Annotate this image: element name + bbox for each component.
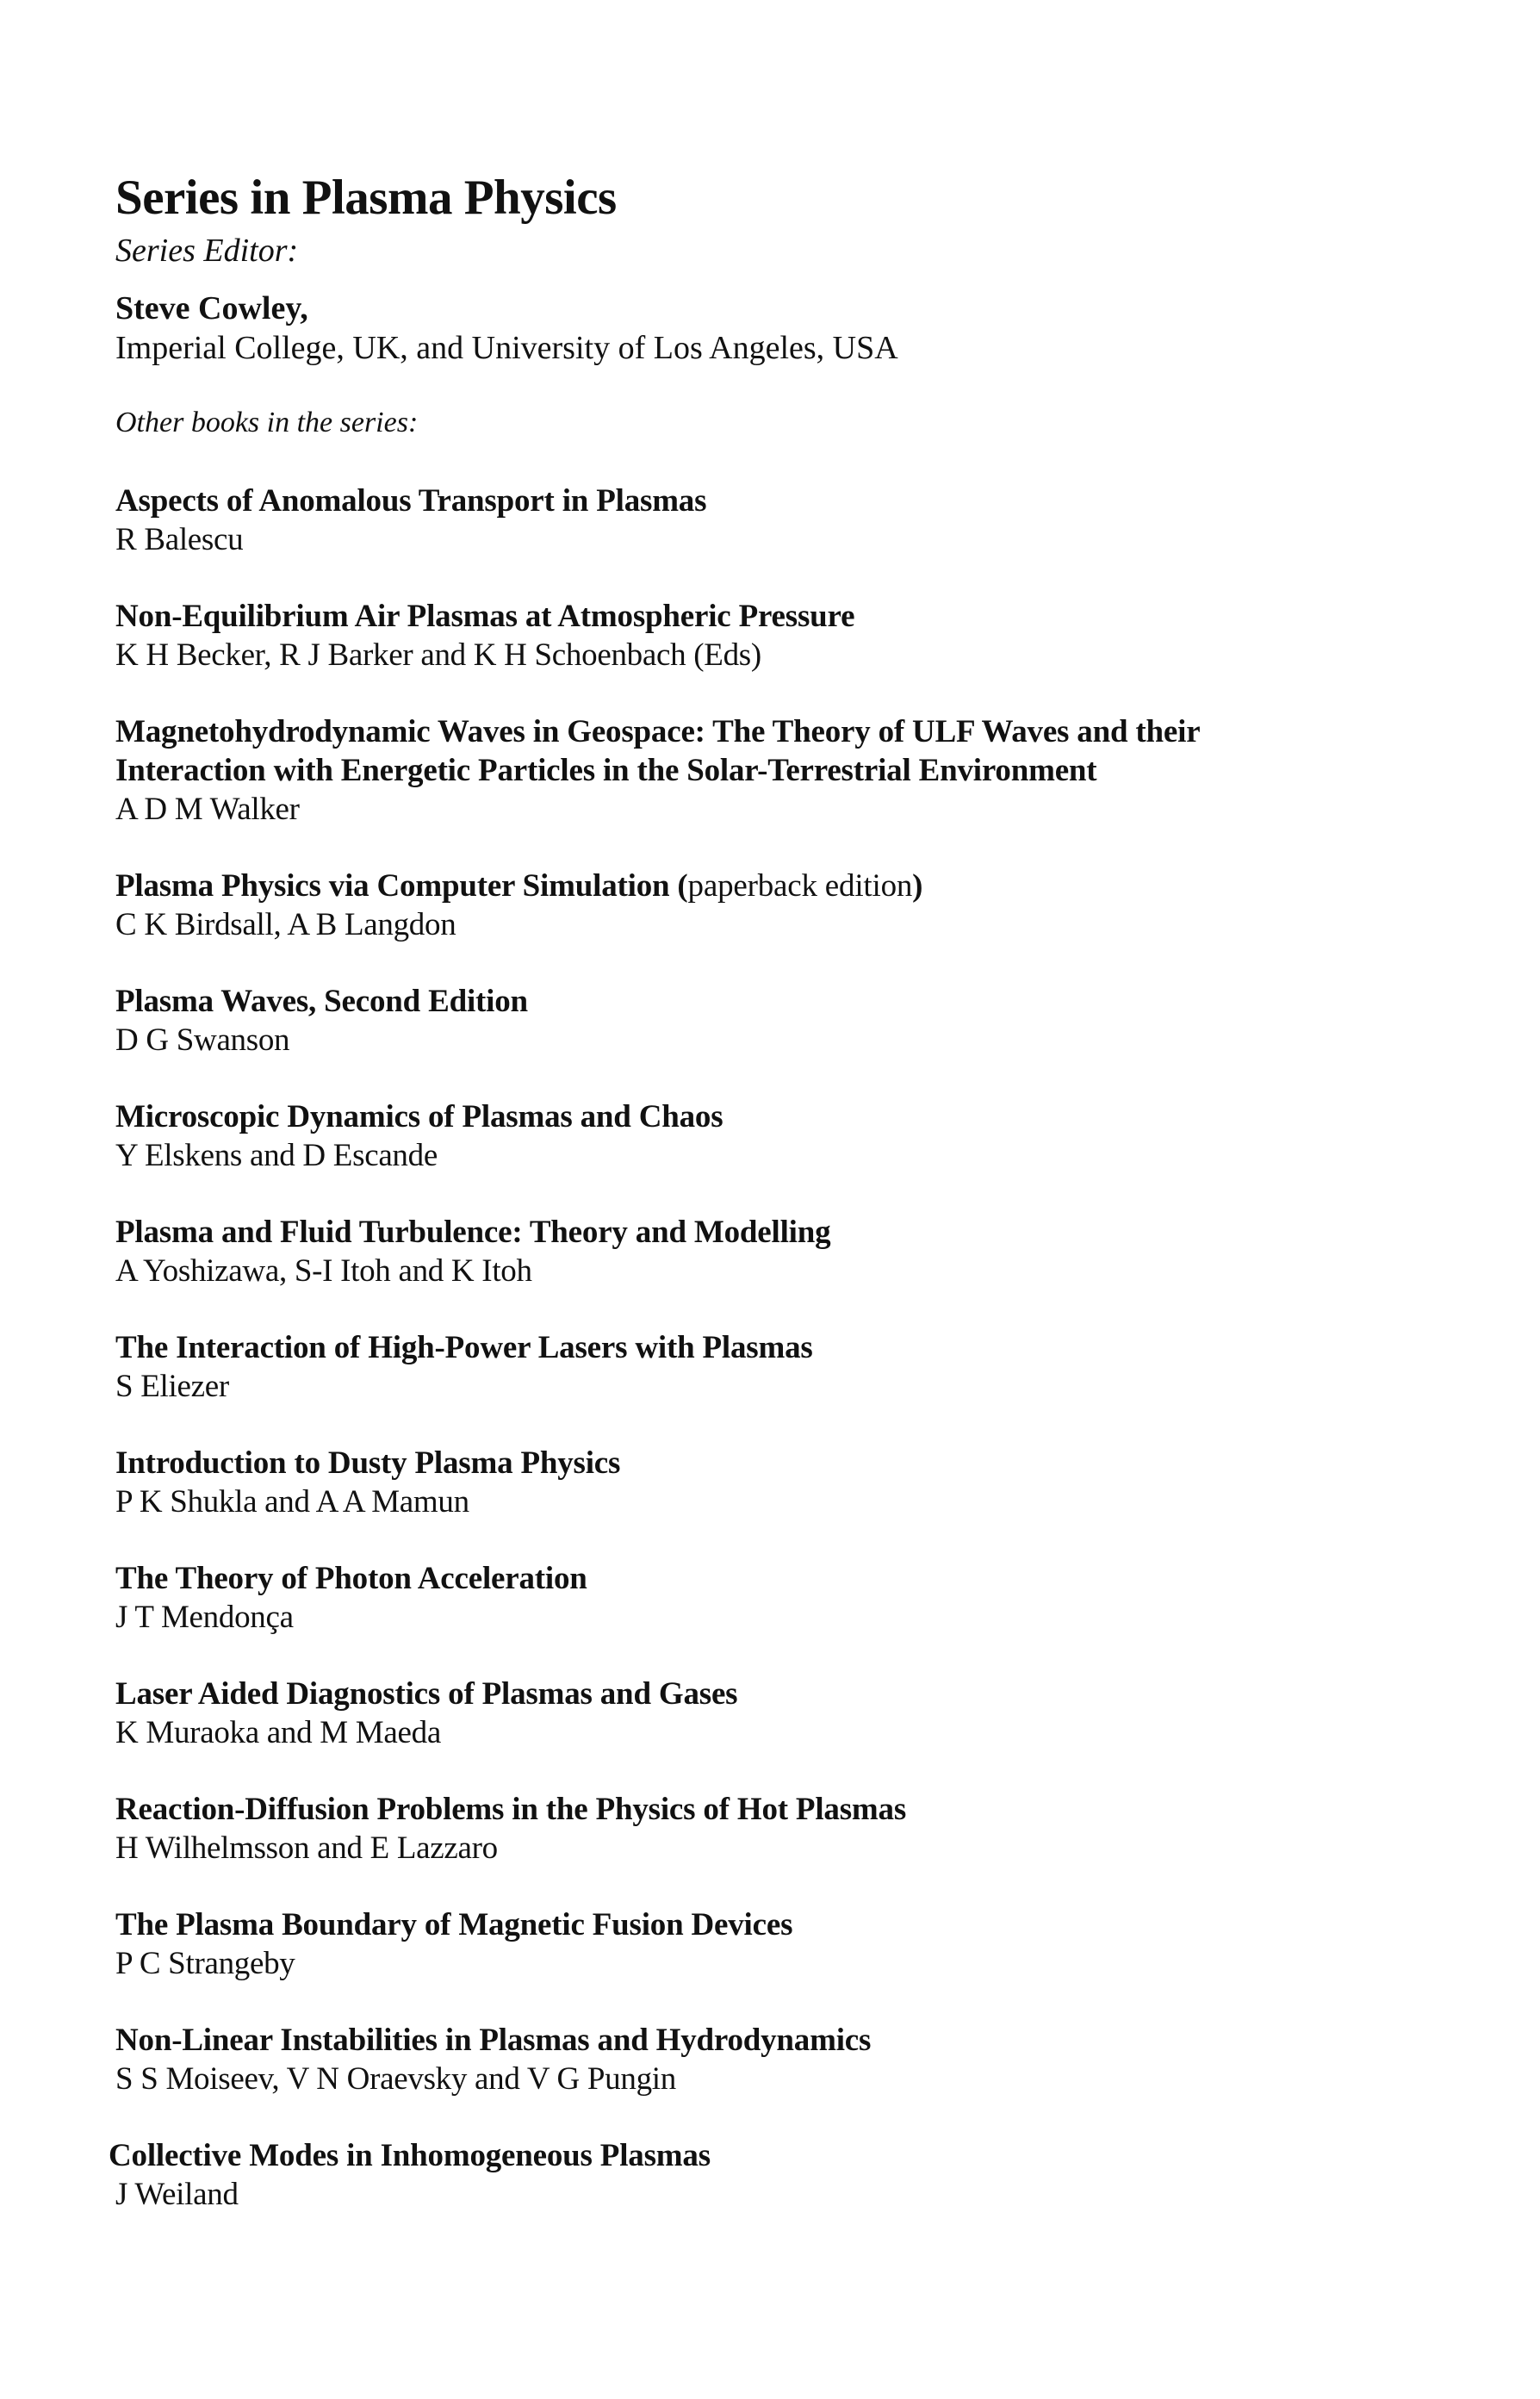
book-authors: J Weiland [115, 2177, 239, 2212]
book-authors: Y Elskens and D Escande [115, 1138, 438, 1173]
book-entry [115, 2021, 1459, 2098]
editor-affiliation: Imperial College, UK, and University of Los Angeles, USA [115, 330, 898, 366]
book-authors: H Wilhelmsson and E Lazzaro [115, 1830, 498, 1866]
book-authors: S S Moiseev, V N Oraevsky and V G Pungin [115, 2061, 676, 2097]
book-entry [115, 982, 1459, 1060]
book-entry [115, 712, 1459, 829]
series-title: Series in Plasma Physics [115, 171, 617, 225]
book-authors: R Balescu [115, 522, 244, 557]
book-authors: P K Shukla and A A Mamun [115, 1484, 469, 1520]
book-authors: A D M Walker [115, 792, 300, 827]
book-title-note: paperback edition [687, 868, 913, 904]
book-title: Plasma Waves, Second Edition [115, 984, 528, 1019]
series-editor-label: Series Editor: [115, 233, 299, 269]
book-title-close: ) [912, 868, 923, 904]
book-entry [115, 867, 1459, 944]
book-entry [115, 1559, 1459, 1637]
book-authors: C K Birdsall, A B Langdon [115, 907, 456, 942]
book-title: Microscopic Dynamics of Plasmas and Chaos [115, 1099, 723, 1134]
book-title: Non-Linear Instabilities in Plasmas and Hydrodynamics [115, 2023, 872, 2058]
book-entry [115, 482, 1459, 559]
book-entry [109, 2136, 1459, 2214]
book-authors: K H Becker, R J Barker and K H Schoenbach (Eds) [115, 637, 761, 673]
other-books-label: Other books in the series: [115, 407, 419, 438]
book-title: The Plasma Boundary of Magnetic Fusion Devices [115, 1907, 793, 1942]
book-title: Aspects of Anomalous Transport in Plasmas [115, 483, 707, 519]
book-title [115, 867, 1459, 905]
series-page [109, 168, 1459, 2252]
book-title: Collective Modes in Inhomogeneous Plasmas [109, 2138, 711, 2173]
book-authors: P C Strangeby [115, 1946, 295, 1981]
book-title: The Theory of Photon Acceleration [115, 1561, 587, 1596]
book-entry [115, 1097, 1459, 1175]
book-authors: D G Swanson [115, 1022, 290, 1058]
book-entry [115, 1328, 1459, 1406]
book-entry [115, 1675, 1459, 1752]
book-authors: K Muraoka and M Maeda [115, 1715, 441, 1750]
book-title: The Interaction of High-Power Lasers with Plasmas [115, 1330, 813, 1365]
book-title-main: Plasma Physics via Computer Simulation ( [115, 868, 688, 904]
book-entry [115, 1444, 1459, 1521]
book-title: Non-Equilibrium Air Plasmas at Atmospheric Pressure [115, 599, 855, 634]
book-list [109, 482, 1459, 2214]
book-entry [115, 1790, 1459, 1868]
book-title-line-1: Magnetohydrodynamic Waves in Geospace: The Theory of ULF Waves and their [115, 714, 1201, 749]
book-title: Laser Aided Diagnostics of Plasmas and Gases [115, 1676, 738, 1712]
book-authors: J T Mendonça [115, 1600, 294, 1635]
book-authors: S Eliezer [115, 1369, 229, 1404]
book-entry [115, 597, 1459, 674]
book-title-line-2: Interaction with Energetic Particles in the Solar-Terrestrial Environment [115, 753, 1097, 788]
book-entry [115, 1905, 1459, 1983]
book-title: Reaction-Diffusion Problems in the Physics of Hot Plasmas [115, 1792, 907, 1827]
book-title: Plasma and Fluid Turbulence: Theory and Modelling [115, 1215, 831, 1250]
editor-name: Steve Cowley, [115, 290, 308, 326]
book-authors: A Yoshizawa, S-I Itoh and K Itoh [115, 1253, 532, 1289]
book-title: Introduction to Dusty Plasma Physics [115, 1445, 621, 1481]
book-entry [115, 1213, 1459, 1290]
